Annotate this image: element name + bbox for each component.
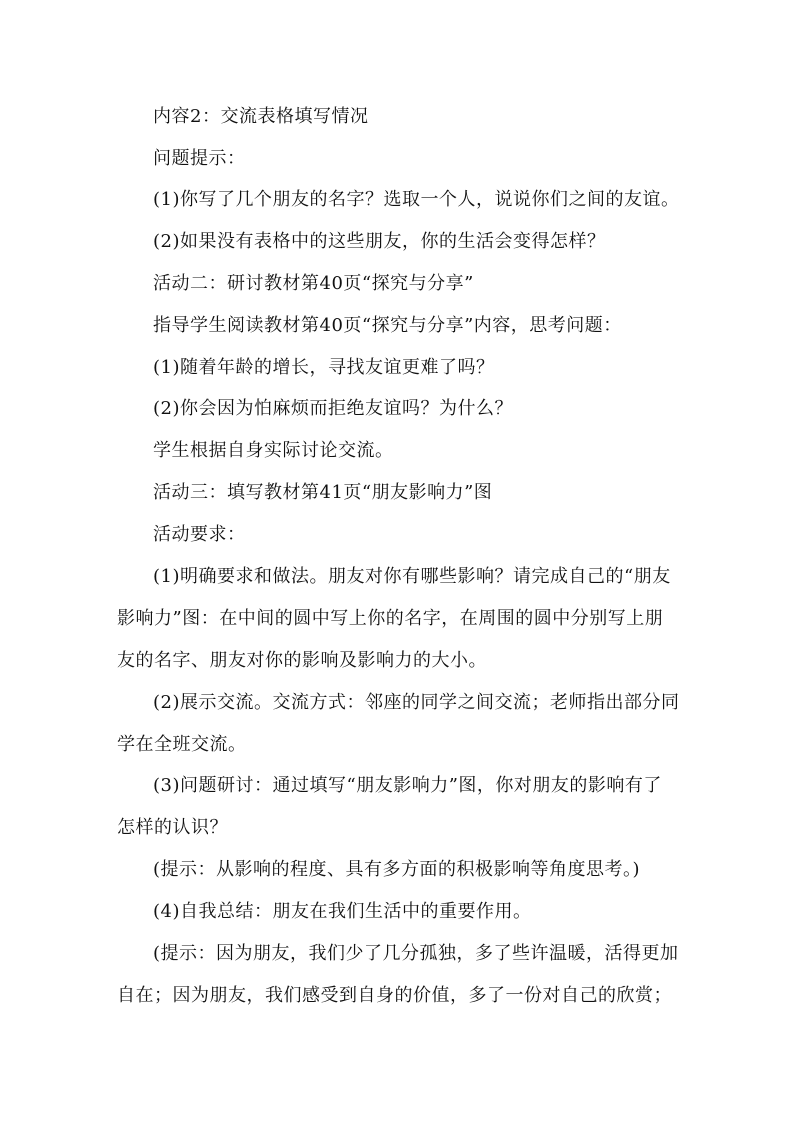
text-line: 影响力”图：在中间的圆中写上你的名字，在周围的圆中分别写上朋 xyxy=(117,608,664,629)
text-line: (3)问题研讨：通过填写“朋友影响力”图，你对朋友的影响有了 xyxy=(153,775,662,796)
text-line: 活动二：研讨教材第40页“探究与分享” xyxy=(153,273,474,294)
text-line: 指导学生阅读教材第40页“探究与分享”内容，思考问题： xyxy=(153,315,622,336)
text-line: 自在；因为朋友，我们感受到自身的价值，多了一份对自己的欣赏； xyxy=(117,985,672,1006)
text-line: 活动要求： xyxy=(153,524,246,545)
text-line: (提示：从影响的程度、具有多方面的积极影响等角度思考。) xyxy=(153,859,641,880)
text-line: (提示：因为朋友，我们少了几分孤独，多了些许温暖，活得更加 xyxy=(153,943,679,964)
text-line: (1)随着年龄的增长，寻找友谊更难了吗？ xyxy=(153,357,495,378)
text-line: (1)明确要求和做法。朋友对你有哪些影响？请完成自己的“朋友 xyxy=(153,566,671,587)
text-line: (2)展示交流。交流方式：邻座的同学之间交流；老师指出部分同 xyxy=(153,692,680,713)
text-line: (2)如果没有表格中的这些朋友，你的生活会变得怎样？ xyxy=(153,231,606,252)
text-line: (4)自我总结：朋友在我们生活中的重要作用。 xyxy=(153,901,532,922)
text-line: 问题提示： xyxy=(153,148,246,169)
text-line: 活动三：填写教材第41页“朋友影响力”图 xyxy=(153,482,493,503)
text-line: 怎样的认识？ xyxy=(117,817,228,838)
text-line: (1)你写了几个朋友的名字？选取一个人，说说你们之间的友谊。 xyxy=(153,189,680,210)
text-line: 内容2：交流表格填写情况 xyxy=(153,106,369,127)
text-line: (2)你会因为怕麻烦而拒绝友谊吗？为什么？ xyxy=(153,398,513,419)
text-line: 学在全班交流。 xyxy=(117,734,247,755)
text-line: 学生根据自身实际讨论交流。 xyxy=(153,440,394,461)
text-line: 友的名字、朋友对你的影响及影响力的大小。 xyxy=(117,650,487,671)
